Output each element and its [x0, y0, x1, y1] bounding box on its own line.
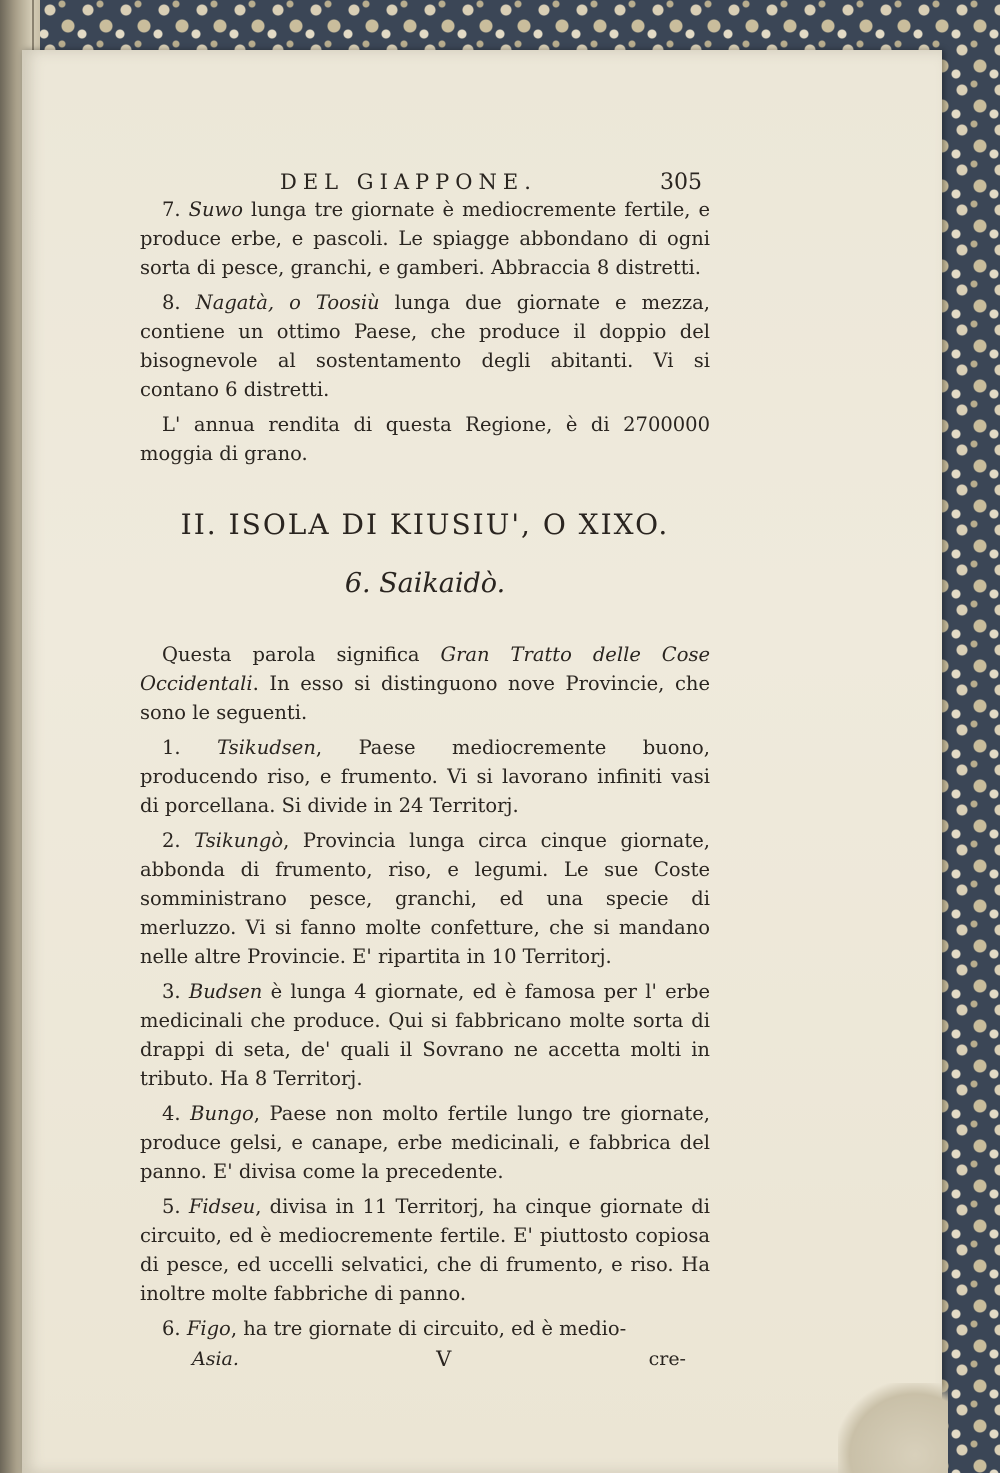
province-name: Figo: [186, 1317, 231, 1340]
page-number: 305: [660, 170, 702, 195]
province-name: Tsikungò: [194, 829, 284, 852]
province-name: Budsen: [188, 980, 263, 1003]
page-footer: [140, 1345, 710, 1374]
paragraph-province-4: 4. Bungo, Paese non molto fertile lungo tre giornate, produce gelsi, e canape, erbe medicinali, e fabbrica del panno. E' divisa come la precedente.: [140, 1102, 710, 1183]
province-name: Bungo: [190, 1102, 254, 1125]
province-name: Nagatà, o Toosiù: [195, 291, 380, 314]
province-name: Tsikudsen: [217, 736, 316, 759]
province-name: Fidseu: [188, 1195, 256, 1218]
page-text: [140, 168, 710, 1374]
paragraph-intro: Questa parola significa Gran Tratto delle Cose Occidentali. In esso si distinguono nove Provincie, che sono le seguenti.: [140, 643, 711, 724]
paragraph-province-3: 3. Budsen è lunga 4 giornate, ed è famosa per l' erbe medicinali che produce. Qui si fabbricano molte sorta di drappi di seta, de' quali il Sovrano ne accetta molti in tributo. Ha 8 Territorj.: [140, 980, 710, 1090]
paragraph-province-2: 2. Tsikungò, Provincia lunga circa cinque giornate, abbonda di frumento, riso, e legumi. Le sue Coste somministrano pesce, granchi, ed una specie di merluzzo. Vi si fanno molte confetture, che si mandano nelle altre Provincie. E' ripartita in 10 Territorj.: [140, 829, 710, 968]
paragraph-revenue: L' annua rendita di questa Regione, è di 2700000 moggia di grano.: [140, 413, 710, 465]
paragraph-province-1: 1. Tsikudsen, Paese mediocremente buono, producendo riso, e frumento. Vi si lavorano infiniti vasi di porcellana. Si divide in 24 Territorj.: [140, 736, 710, 817]
section-heading: II. ISOLA DI KIUSIU', O XIXO.: [180, 508, 670, 541]
subsection-heading: 6. Saikaidò.: [344, 568, 506, 599]
intro-italic: Gran Tratto delle Cose Occidentali: [140, 643, 711, 695]
book-page: [22, 50, 942, 1473]
paragraph-province-7: 7. Suwo lunga tre giornate è mediocremente fertile, e produce erbe, e pascoli. Le spiagge abbondano di ogni sorta di pesce, granchi, e gamberi. Abbraccia 8 distretti.: [140, 198, 711, 279]
paragraph-province-5: 5. Fidseu, divisa in 11 Territorj, ha cinque giornate di circuito, ed è mediocremente fertile. E' piuttosto copiosa di pesce, ed uccelli selvatici, che di frumento, e riso. Ha inoltre molte fabbriche di panno.: [140, 1195, 710, 1305]
running-head-title: DEL GIAPPONE.: [280, 170, 537, 194]
gathering-mark: V: [436, 1347, 452, 1371]
running-head: [280, 168, 702, 197]
paragraph-province-6: 6. Figo, ha tre giornate di circuito, ed è medio-: [162, 1317, 627, 1340]
province-name: Suwo: [188, 198, 243, 221]
signature-mark: Asia.: [192, 1348, 239, 1370]
paragraph-province-8: 8. Nagatà, o Toosiù lunga due giornate e mezza, contiene un ottimo Paese, che produce il doppio del bisognevole al sostentamento degli abitanti. Vi si contano 6 distretti.: [140, 291, 711, 401]
catchword: cre-: [648, 1348, 686, 1370]
